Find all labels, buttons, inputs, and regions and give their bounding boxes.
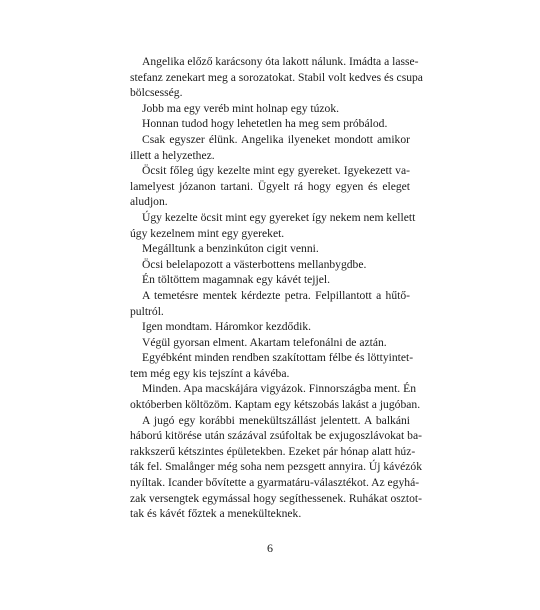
text-line: Egyébként minden rendben szakítottam félbe és löttyintet-: [142, 351, 414, 365]
text-line: Én töltöttem magamnak egy kávét tejjel.: [142, 273, 331, 287]
text-line: ták fel. Smalånger még soha nem pezsgett annyira. Új kávézók: [130, 460, 422, 474]
text-line: Megálltunk a benzinkúton cigit venni.: [142, 242, 319, 256]
text-line: októberben költözöm. Kaptam egy kétszobás lakást a jugóban.: [130, 398, 421, 412]
text-line: Minden. Apa macskájára vigyázok. Finnországba ment. Én: [142, 382, 416, 396]
text-line: Végül gyorsan elment. Akartam telefonálni de aztán.: [142, 335, 387, 349]
text-line: aludjon.: [130, 195, 168, 209]
text-line: Csak egyszer élünk. Angelika ilyeneket mondott amikor: [142, 132, 410, 146]
text-line: Angelika előző karácsony óta lakott nálunk. Imádta a lasse-: [142, 55, 419, 68]
text-line: tak és kávét főztek a menekülteknek.: [130, 507, 302, 521]
text-line: tem még egy kis tejszínt a kávéba.: [130, 366, 290, 380]
body-text: [130, 54, 423, 522]
text-line: bölcsesség.: [130, 86, 183, 100]
text-line: A temetésre mentek kérdezte petra. Felpillantott a hűtő-: [142, 288, 410, 302]
text-line: rakkszerű kétszintes épületekben. Ezeket pár hónap alatt húz-: [130, 444, 416, 458]
text-line: Igen mondtam. Háromkor kezdődik.: [142, 320, 312, 334]
text-line: stefanz zenekart meg a sorozatokat. Stabil volt kedves és csupa: [130, 70, 423, 84]
text-line: Jobb ma egy veréb mint holnap egy túzok.: [142, 101, 340, 115]
text-line: Öcsit főleg úgy kezelte mint egy gyereket. Igyekezett va-: [142, 164, 410, 178]
text-line: háború kitörése után százával zsúfoltak be exjugoszlávokat ba-: [130, 429, 422, 443]
text-line: illett a helyzethez.: [130, 148, 215, 162]
text-line: zak versengtek egymással hogy segíthessenek. Ruhákat osztot-: [130, 491, 423, 505]
page-number: 6: [267, 541, 273, 555]
text-line: úgy kezelnem mint egy gyereket.: [130, 226, 285, 240]
text-line: lamelyest józanon tartani. Ügyelt rá hogy egyen és eleget: [130, 179, 410, 193]
text-line: pultról.: [130, 304, 164, 318]
text-line: Öcsi belelapozott a västerbottens mellanbygdbe.: [142, 257, 367, 271]
text-line: nyíltak. Icander bővítette a gyarmatáru-választékot. Az egyhá-: [130, 476, 420, 490]
text-line: Honnan tudod hogy lehetetlen ha meg sem próbálod.: [142, 117, 388, 131]
text-line: Úgy kezelte öcsit mint egy gyereket így nekem nem kellett: [142, 210, 416, 224]
text-line: A jugó egy korábbi menekültszállást jelentett. A balkáni: [142, 413, 410, 427]
